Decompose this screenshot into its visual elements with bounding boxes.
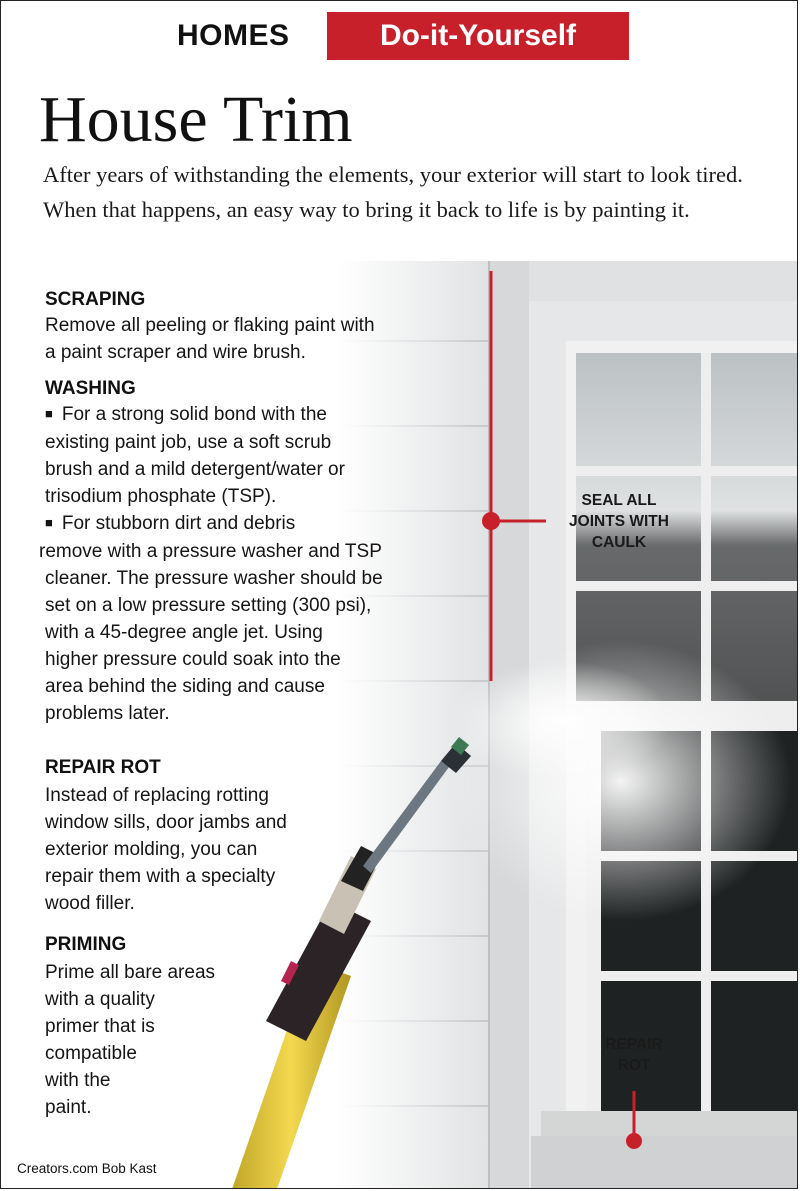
text-line: remove with a pressure washer and TSP	[39, 541, 382, 562]
text-line: a paint scraper and wire brush.	[45, 342, 306, 363]
section-tag: Do-it-Yourself	[327, 12, 629, 60]
text-line: For a strong solid bond with the	[61, 404, 327, 425]
text-line: primer that is	[45, 1016, 155, 1037]
repair-rot-body	[45, 782, 287, 917]
scraping-body	[45, 312, 375, 366]
text-line: existing paint job, use a soft scrub	[45, 432, 332, 453]
callout-line: REPAIR	[605, 1036, 663, 1053]
text-line: set on a low pressure setting (300 psi),	[45, 595, 372, 616]
seal-joints-callout	[549, 490, 689, 553]
credit-line: Creators.com Bob Kast	[17, 1161, 157, 1176]
intro-text: After years of withstanding the elements, your exterior will start to look tired. When that happens, an easy way to bring it back to life is by painting it.	[43, 162, 743, 222]
bullet-icon	[45, 404, 62, 425]
washing-heading: WASHING	[45, 378, 136, 399]
text-line: wood filler.	[45, 893, 135, 914]
callout-line: ROT	[617, 1057, 651, 1074]
scraping-heading: SCRAPING	[45, 289, 146, 310]
text-line: Remove all peeling or flaking paint with	[45, 315, 375, 336]
text-line: brush and a mild detergent/water or	[45, 459, 345, 480]
priming-body	[45, 959, 215, 1121]
text-line: with the	[45, 1070, 111, 1091]
callout-line: SEAL ALL	[581, 492, 657, 509]
text-line: exterior molding, you can	[45, 839, 258, 860]
bullet-icon	[45, 513, 62, 534]
repair-rot-callout	[589, 1034, 679, 1076]
text-line: with a 45-degree angle jet. Using	[45, 622, 323, 643]
text-line: problems later.	[45, 703, 170, 724]
text-line: cleaner. The pressure washer should be	[45, 568, 383, 589]
text-line: trisodium phosphate (TSP).	[45, 486, 277, 507]
text-line: higher pressure could soak into the	[45, 649, 341, 670]
washing-body	[39, 401, 383, 727]
text-line: paint.	[45, 1097, 92, 1118]
callout-line: CAULK	[591, 534, 647, 551]
repair-rot-heading: REPAIR ROT	[45, 757, 161, 778]
text-line: compatible	[45, 1043, 137, 1064]
text-line: window sills, door jambs and	[45, 812, 287, 833]
text-line: repair them with a specialty	[45, 866, 276, 887]
text-line: For stubborn dirt and debris	[61, 513, 296, 534]
page-title: House Trim	[39, 83, 353, 156]
text-line: with a quality	[45, 989, 155, 1010]
priming-heading: PRIMING	[45, 934, 127, 955]
text-line: Instead of replacing rotting	[45, 785, 269, 806]
callout-line: JOINTS WITH	[569, 513, 669, 530]
text-line: area behind the siding and cause	[45, 676, 325, 697]
section-label: HOMES	[177, 19, 290, 52]
text-line: Prime all bare areas	[45, 962, 216, 983]
